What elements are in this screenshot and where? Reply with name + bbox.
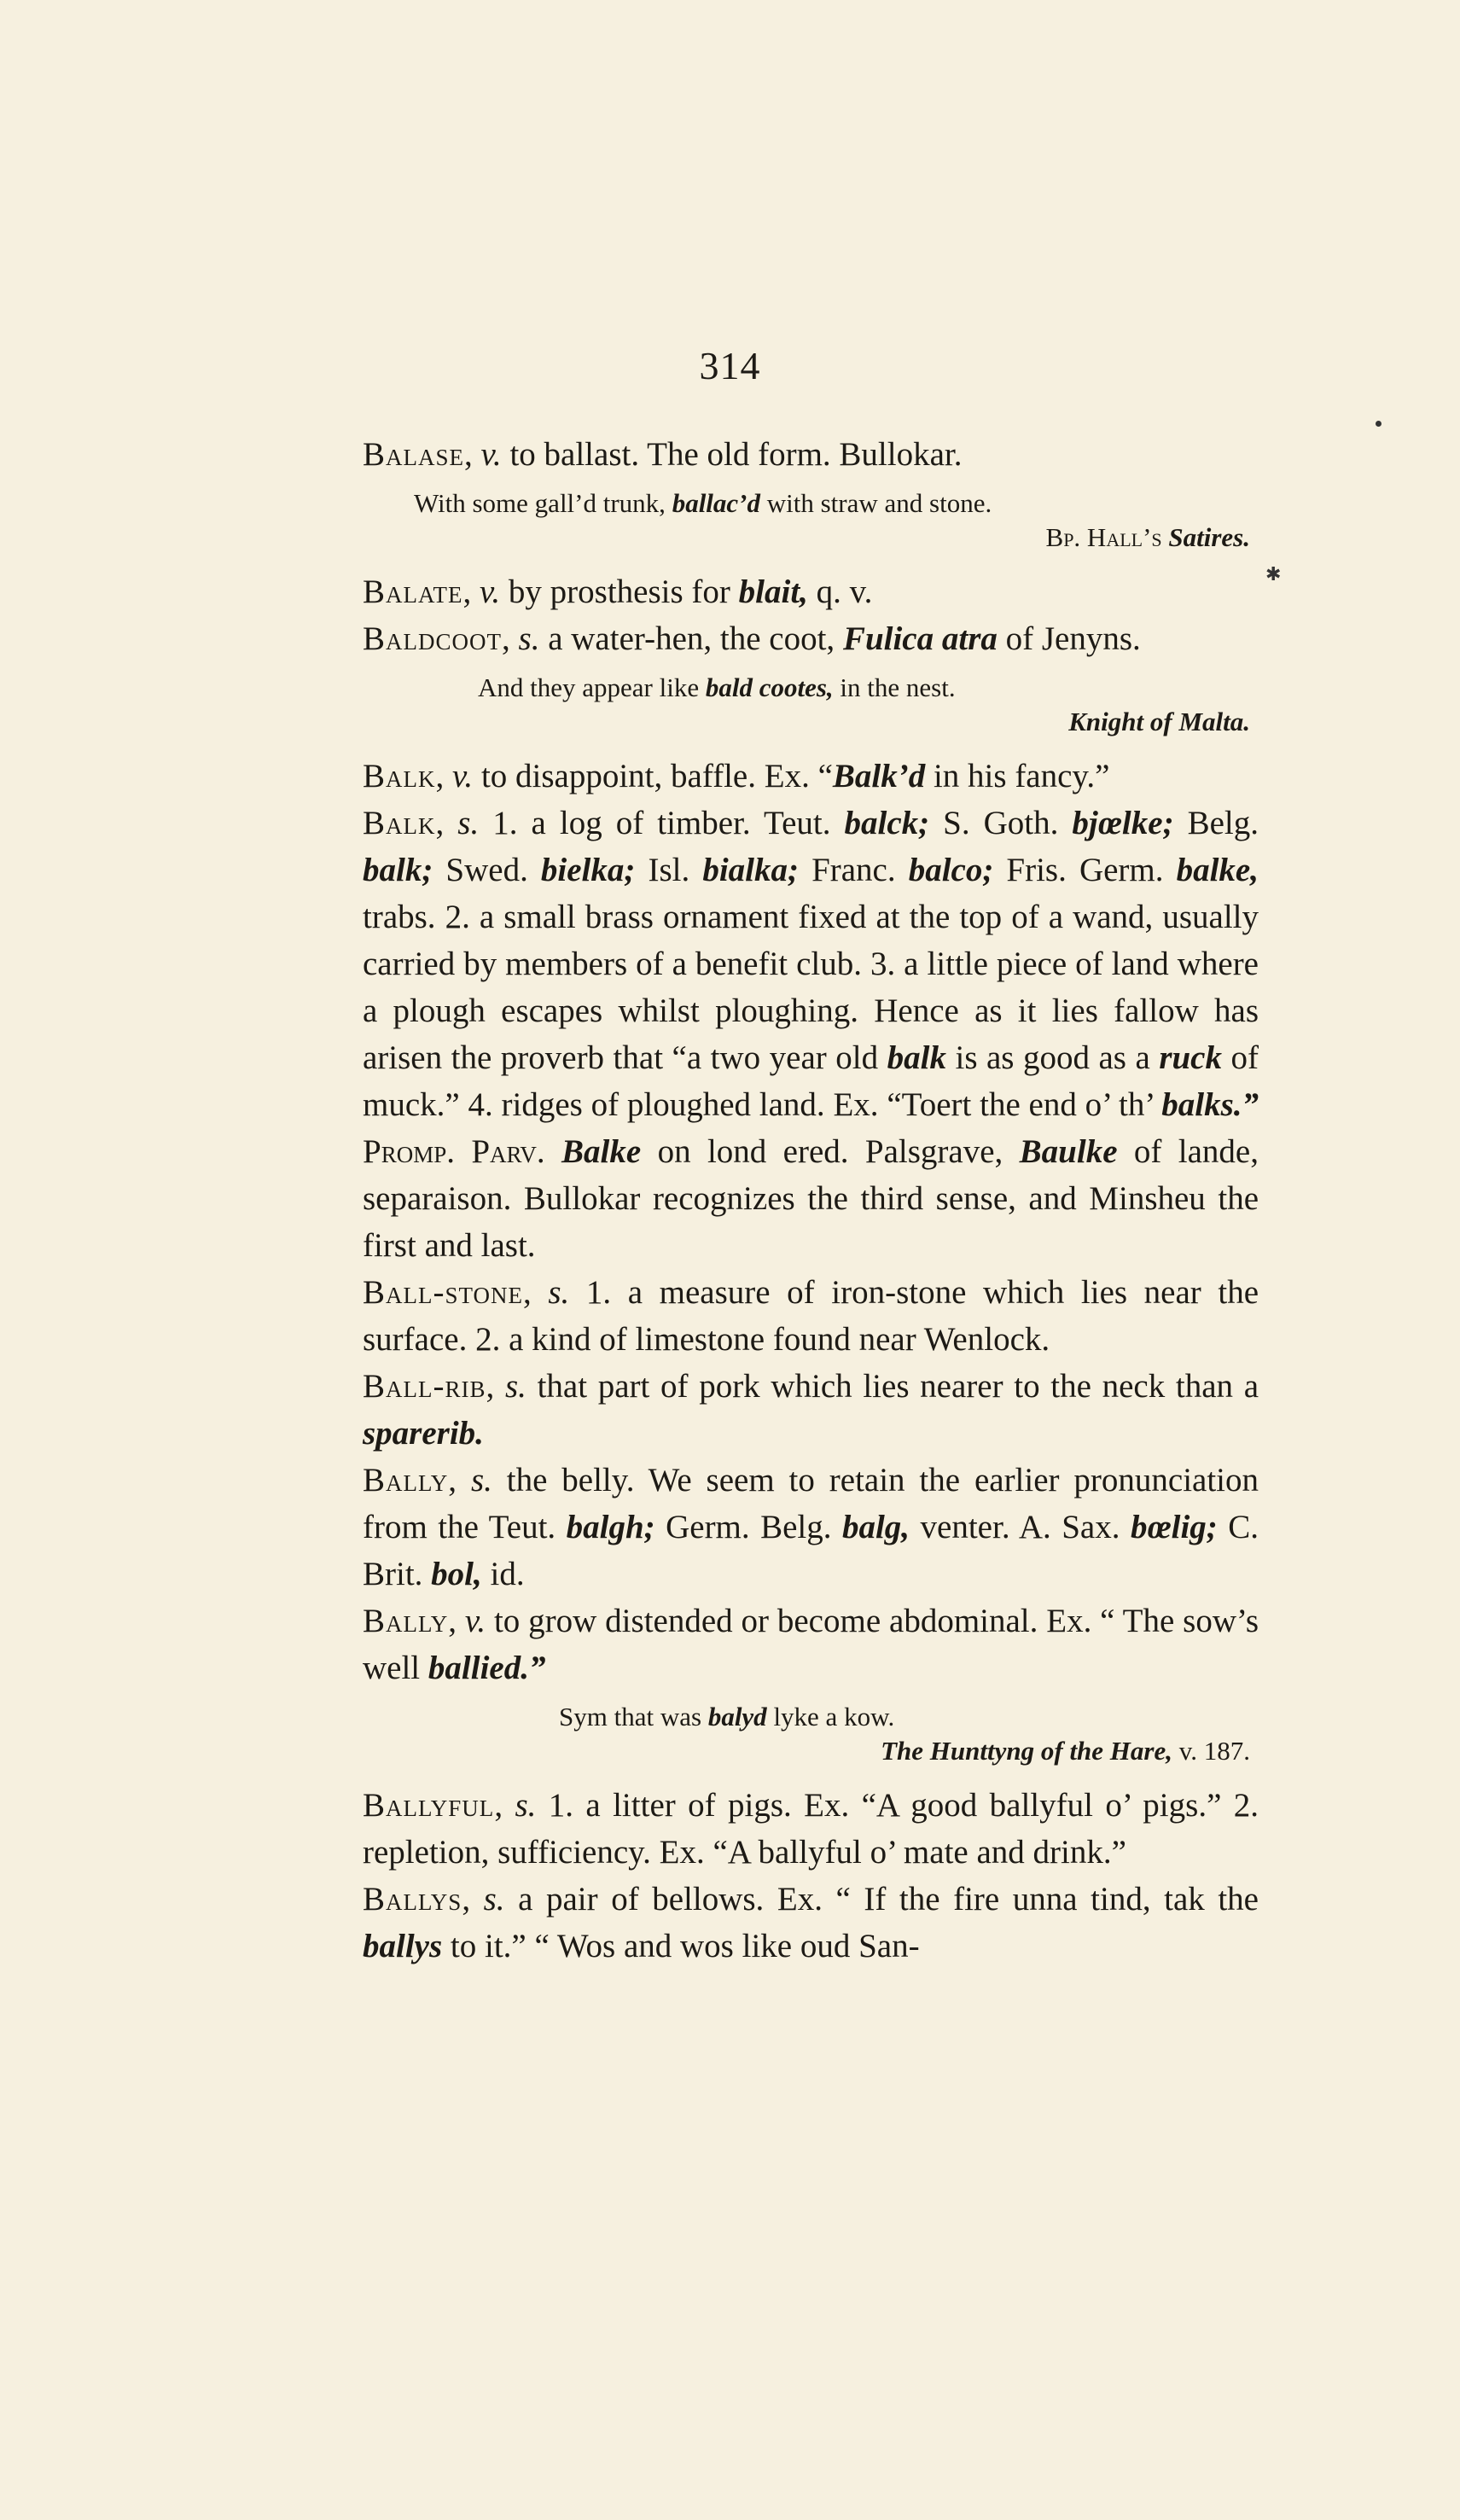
entry-bally-verb: Bally, v. to grow distended or become abdominal. Ex. “ The sow’s well ballied.” [363, 1603, 1259, 1686]
entry-ball-rib: Ball-rib, s. that part of pork which lies nearer to the neck than a sparerib. [363, 1368, 1259, 1452]
entry-balk-noun: Balk, s. 1. a log of timber. Teut. balck; S. Goth. bjœlke; Belg. balk; Swed. bielka; Isl. bialka; Franc. balco; Fris. Germ. balke, trabs. 2. a small brass ornament fixed at the top of a wand, usually carried by members of a benefit club. 3. a little piece of land where a plough escapes whilst ploughing. Hence as it lies fallow has arisen the proverb that “a two year old balk is as good as a ruck of muck.” 4. ridges of ploughed land. Ex. “Toert the end o’ th’ balks.” Promp. Parv. Balke on lond ered. Palsgrave, Baulke of lande, separaison. Bullokar recognizes the third sense, and Minsheu the first and last. [363, 805, 1259, 1264]
entry-ballys: Ballys, s. a pair of bellows. Ex. “ If the fire unna tind, tak the ballys to it.” “ Wos and wos like oud San- [363, 1881, 1259, 1964]
entry-balase: Balase, v. to ballast. The old form. Bullokar. [363, 436, 963, 473]
entry-balate: Balate, v. by prosthesis for blait, q. v. [363, 573, 873, 610]
entry-ball-stone: Ball-stone, s. 1. a measure of iron-stone which lies near the surface. 2. a kind of limestone found near Wenlock. [363, 1274, 1259, 1358]
quote-knight-of-malta: And they appear like bald cootes, in the nest. Knight of Malta. [478, 672, 1250, 736]
margin-dot [1376, 421, 1381, 427]
entry-bally-noun: Bally, s. the belly. We seem to retain the earlier pronunciation from the Teut. balgh; Germ. Belg. balg, venter. A. Sax. bœlig; C. Brit. bol, id. [363, 1462, 1259, 1592]
margin-mark: ✱ [1265, 563, 1282, 585]
entry-balk-verb: Balk, v. to disappoint, baffle. Ex. “Balk’d in his fancy.” [363, 758, 1110, 794]
entry-baldcoot: Baldcoot, s. a water-hen, the coot, Fulica atra of Jenyns. [363, 620, 1141, 657]
quote-hunttyng-of-the-hare: Sym that was balyd lyke a kow. The Hunttyng of the Hare, v. 187. [559, 1702, 1250, 1766]
dictionary-column [363, 431, 1259, 1970]
page-number: 314 [699, 344, 761, 387]
entry-ballyful: Ballyful, s. 1. a litter of pigs. Ex. “A good ballyful o’ pigs.” 2. repletion, sufficiency. Ex. “A ballyful o’ mate and drink.” [363, 1787, 1259, 1871]
quote-halls-satires: With some gall’d trunk, ballac’d with straw and stone. Bp. Hall’s Satires. [414, 488, 1250, 552]
